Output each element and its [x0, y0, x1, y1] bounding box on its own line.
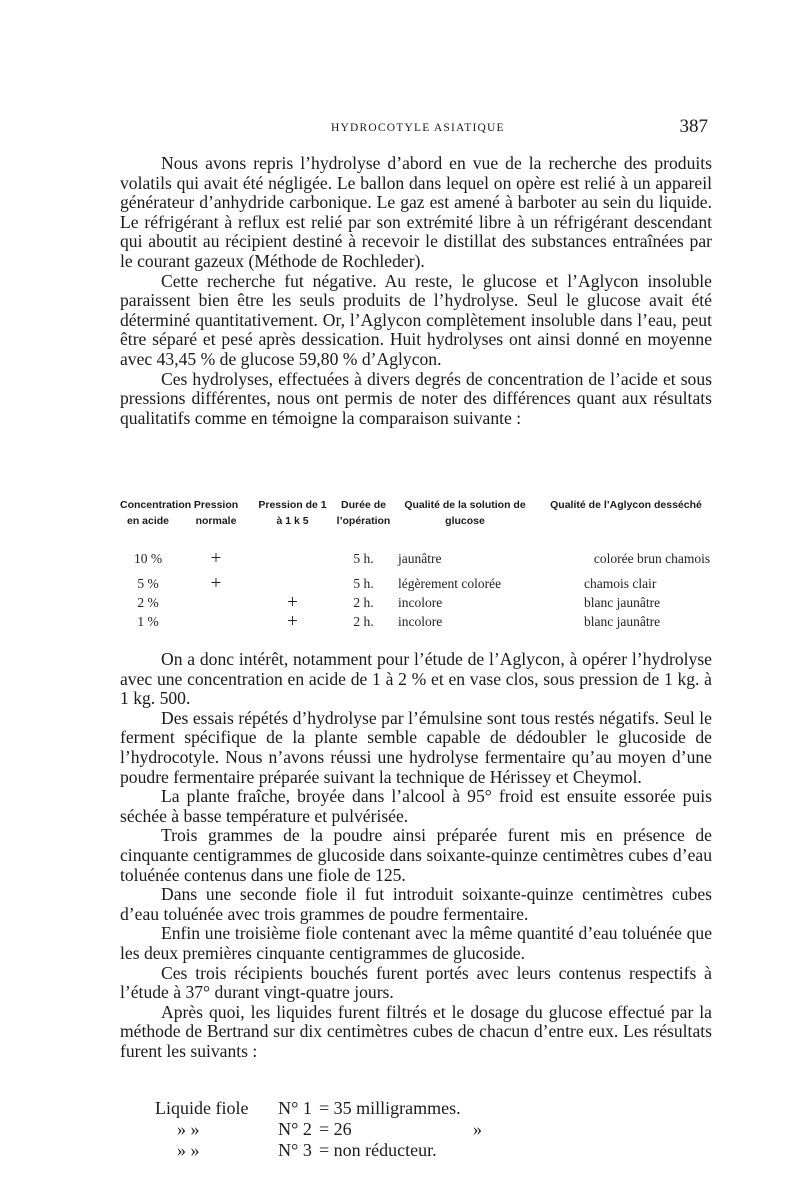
paragraph: La plante fraîche, broyée dans l’alcool à 95° froid est ensuite essorée puis séchée à basse température et pulvérisée. [120, 786, 712, 826]
result-label: » » [177, 1118, 200, 1139]
table-row [120, 612, 720, 631]
paragraph: Nous avons repris l’hydrolyse d’abord en vue de la recherche des produits volatils qui avait été négligée. Le ballon dans lequel on opère est relié à un appareil générateur d’anhydride carbonique. Le gaz est amené à barboter au sein du liquide. Le réfrigérant à reflux est relié par son extrémité libre à un réfrigérant descendant qui aboutit au récipient destiné à recevoir le distillat des substances entraînées par le courant gazeux (Méthode de Rochleder). [120, 153, 712, 271]
body-text-top [120, 154, 712, 428]
result-number: N° 3 [278, 1139, 312, 1160]
result-number: N° 2 [278, 1118, 312, 1139]
cell-concentration: 10 % [133, 551, 163, 566]
cell-pression-1-15: + [287, 592, 298, 613]
table-row [120, 549, 720, 574]
paragraph: Cette recherche fut négative. Au reste, le glucose et l’Aglycon insoluble paraissent bien être les seuls produits de l’hydrolyse. Seul le glucose avait été déterminé quantitativement. Or, l’Aglycon complètement insoluble dans l’eau, peut être séparé et pesé après dessication. Huit hydrolyses ont ainsi donné en moyenne avec 43,45 % de glucose 59,80 % d’Aglycon. [120, 270, 712, 369]
paragraph: Ces trois récipients bouchés furent portés avec leurs contenus respectifs à l’étude à 37° durant vingt-quatre jours. [120, 962, 712, 1003]
cell-pression-1-15: + [287, 611, 298, 632]
cell-qualite-glucose: légèrement colorée [398, 576, 502, 591]
cell-pression-normale: + [210, 573, 222, 594]
column-header: Qualité de l’Aglycon desséché [550, 499, 702, 511]
results-list [155, 1098, 605, 1160]
cell-pression-normale: + [210, 548, 222, 569]
table-header-row [120, 497, 720, 549]
column-header: Pression de 1 à 1 k 5 [258, 499, 327, 527]
cell-qualite-aglycon: blanc jaunâtre [584, 614, 661, 629]
result-value: = 26 [319, 1118, 352, 1139]
result-label: Liquide fiole [155, 1098, 249, 1118]
running-head: HYDROCOTYLE ASIATIQUE [331, 122, 505, 134]
comparison-table [120, 497, 720, 631]
cell-concentration: 5 % [137, 576, 159, 591]
column-header: Concentration en acide [120, 499, 192, 527]
cell-pression-1-15 [256, 549, 329, 574]
result-label: » » [177, 1139, 200, 1160]
cell-pression-normale [176, 612, 256, 631]
result-line [155, 1119, 605, 1140]
cell-qualite-aglycon: colorée brun chamois [593, 551, 711, 566]
result-value: = 35 milligrammes. [319, 1098, 461, 1118]
cell-qualite-aglycon: chamois clair [584, 576, 657, 591]
paragraph: Enfin une troisième fiole contenant avec la même quantité d’eau toluénée que les deux premières cinquante centigrammes de glucoside. [120, 923, 712, 963]
paragraph: Des essais répétés d’hydrolyse par l’émulsine sont tous restés négatifs. Seul le ferment spécifique de la plante semble capable de dédoubler le glucoside de l’hydrocotyle. Nous n’avons réussi une hydrolyse fermentaire qu’au moyen d’une poudre fermentaire préparée suivant la technique de Hérissey et Cheymol. [120, 707, 712, 787]
cell-concentration: 1 % [137, 614, 159, 629]
page-header [120, 116, 710, 140]
cell-qualite-glucose: incolore [398, 614, 443, 629]
result-value: = non réducteur. [319, 1139, 437, 1160]
result-line [155, 1098, 605, 1119]
column-header: Durée de l’opération [336, 499, 391, 527]
paragraph: Trois grammes de la poudre ainsi préparée furent mis en présence de cinquante centigrammes de glucoside dans soixante-quinze centimètres cubes d’eau toluénée contenus dans une fiole de 125. [120, 825, 712, 885]
comparison-table-block [120, 497, 720, 631]
cell-qualite-glucose: incolore [398, 595, 443, 610]
result-number: N° 1 [278, 1098, 312, 1118]
column-header: Qualité de la solution de glucose [404, 499, 526, 527]
paragraph: Après quoi, les liquides furent filtrés et le dosage du glucose effectué par la méthode de Bertrand sur dix centimètres cubes de chacun d’entre eux. Les résultats furent les suivants : [120, 1001, 712, 1061]
column-header: Pression normale [193, 499, 239, 527]
page-number: 387 [679, 116, 708, 137]
cell-duree: 2 h. [353, 614, 374, 629]
result-ditto: » [473, 1118, 482, 1139]
paragraph: Dans une seconde fiole il fut introduit soixante-quinze centimètres cubes d’eau toluénée avec trois grammes de poudre fermentaire. [120, 884, 712, 924]
body-text-bottom [120, 650, 712, 1061]
paragraph: On a donc intérêt, notamment pour l’étude de l’Aglycon, à opérer l’hydrolyse avec une concentration en acide de 1 à 2 % et en vase clos, sous pression de 1 kg. à 1 kg. 500. [120, 649, 712, 709]
cell-pression-normale [176, 593, 256, 612]
cell-duree: 2 h. [353, 595, 374, 610]
table-row [120, 593, 720, 612]
paragraph: Ces hydrolyses, effectuées à divers degrés de concentration de l’acide et sous pressions différentes, nous ont permis de noter des différences quant aux résultats qualitatifs comme en témoigne la comparaison suivante : [120, 368, 712, 428]
table-row [120, 574, 720, 593]
cell-qualite-aglycon: blanc jaunâtre [584, 595, 661, 610]
cell-duree: 5 h. [353, 576, 374, 591]
cell-concentration: 2 % [137, 595, 159, 610]
cell-pression-1-15 [256, 574, 329, 593]
cell-qualite-glucose: jaunâtre [398, 551, 442, 566]
result-line [155, 1140, 605, 1161]
cell-duree: 5 h. [353, 551, 374, 566]
